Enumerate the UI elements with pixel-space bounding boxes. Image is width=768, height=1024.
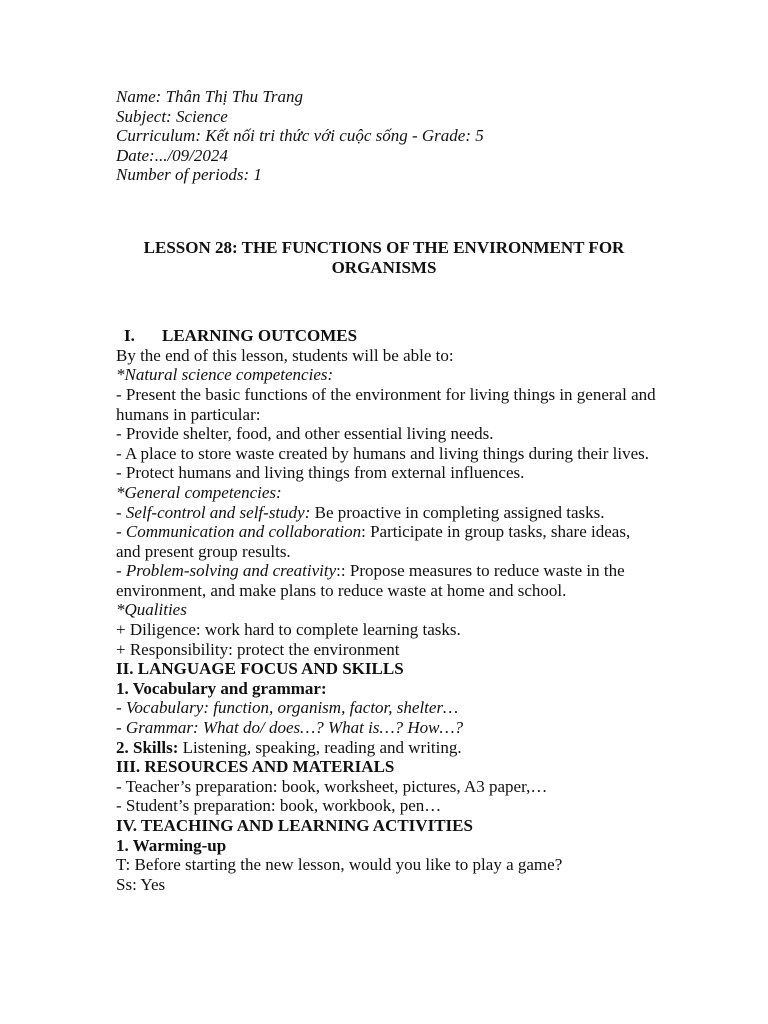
warming-up-heading: 1. Warming-up [116, 835, 227, 855]
skills-line [116, 738, 656, 758]
section-3-heading: III. RESOURCES AND MATERIALS [116, 757, 395, 777]
quality-item: + Responsibility: protect the environment [116, 639, 400, 659]
dialogue-line: T: Before starting the new lesson, would you like to play a game? [116, 855, 563, 875]
date: Date:.../09/2024 [116, 145, 228, 165]
item-prefix: - [116, 561, 126, 581]
dialogue-line: Ss: Yes [116, 874, 166, 894]
resource-item: - Student’s preparation: book, workbook, pen… [116, 796, 442, 816]
general-competencies-heading: *General competencies: [116, 482, 282, 502]
general-item [116, 522, 656, 561]
natural-item: - Provide shelter, food, and other essential living needs. [116, 424, 494, 444]
natural-competencies-heading: *Natural science competencies: [116, 365, 334, 385]
lesson-title: LESSON 28: THE FUNCTIONS OF THE ENVIRONMENT FOR ORGANISMS [143, 237, 625, 277]
natural-item: - Present the basic functions of the environment for living things in general and humans in particular: [116, 384, 656, 424]
curriculum: Curriculum: Kết nối tri thức với cuộc sống - Grade: 5 [116, 126, 484, 146]
skills-text: Listening, speaking, reading and writing. [178, 737, 462, 757]
qualities-heading: *Qualities [116, 600, 187, 620]
competency-term: Problem-solving and creativity [125, 561, 337, 581]
competency-text: Be proactive in completing assigned tasks. [310, 502, 605, 522]
section-2-heading: II. LANGUAGE FOCUS AND SKILLS [116, 659, 404, 679]
competency-term: Communication and collaboration [125, 522, 362, 542]
grammar-line: - Grammar: What do/ does…? What is…? How…? [116, 718, 464, 738]
natural-item: - Protect humans and living things from external influences. [116, 463, 525, 483]
vocabulary-line: - Vocabulary: function, organism, factor, shelter… [116, 698, 459, 718]
item-prefix: - [116, 522, 126, 542]
subject: Subject: Science [116, 106, 228, 126]
header-block [116, 87, 656, 185]
vocabulary-grammar-heading: 1. Vocabulary and grammar: [116, 678, 327, 698]
section-1-heading [116, 326, 656, 346]
competency-term: Self-control and self-study: [125, 502, 311, 522]
resource-item: - Teacher’s preparation: book, worksheet, pictures, A3 paper,… [116, 776, 548, 796]
competency-text: : Participate in group tasks, share ideas, and present group results. [116, 522, 631, 561]
teacher-name: Name: Thân Thị Thu Trang [116, 87, 304, 106]
natural-item: - A place to store waste created by humans and living things during their lives. [116, 443, 650, 463]
section-4-heading: IV. TEACHING AND LEARNING ACTIVITIES [116, 816, 473, 835]
number-of-periods: Number of periods: 1 [116, 165, 262, 185]
general-item [116, 503, 656, 523]
section-1-number: I. [124, 326, 135, 346]
quality-item: + Diligence: work hard to complete learning tasks. [116, 620, 461, 640]
section-1-title: LEARNING OUTCOMES [162, 326, 358, 346]
skills-label: 2. Skills: [116, 737, 179, 757]
competency-text: :: Propose measures to reduce waste in the environment, and make plans to reduce waste at home and school. [116, 561, 625, 600]
item-prefix: - [116, 502, 126, 522]
general-item [116, 561, 656, 600]
section-1-intro: By the end of this lesson, students will be able to: [116, 345, 454, 365]
document-page [116, 87, 656, 894]
